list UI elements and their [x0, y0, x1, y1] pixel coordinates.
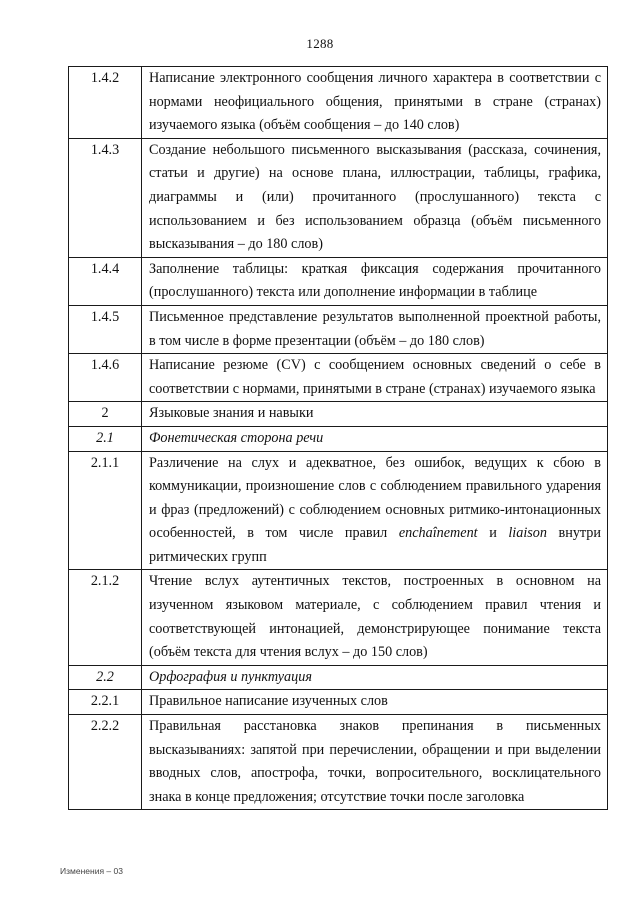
curriculum-table-body [69, 67, 608, 810]
table-row [69, 426, 608, 451]
item-description-text [149, 70, 601, 133]
item-description-text [149, 357, 601, 397]
item-description [142, 257, 608, 305]
item-code: 2.1.1 [69, 451, 142, 570]
table-row [69, 257, 608, 305]
item-description-text [149, 405, 313, 421]
table-row [69, 451, 608, 570]
item-code: 2 [69, 402, 142, 427]
item-description [142, 570, 608, 665]
item-description-text [149, 455, 601, 565]
item-code: 2.1.2 [69, 570, 142, 665]
item-description [142, 305, 608, 353]
item-description-text [149, 718, 601, 805]
text-run: и [477, 525, 509, 542]
table-row [69, 715, 608, 810]
text-run: Фонетическая сторона речи [149, 429, 324, 446]
item-description [142, 402, 608, 427]
item-code: 1.4.2 [69, 67, 142, 139]
curriculum-table [68, 66, 608, 810]
italic-term: liaison [508, 525, 547, 542]
item-code: 1.4.3 [69, 138, 142, 257]
text-run: Различение на слух и адекватное, без ошибок, ведущих к сбою в коммуникации, произношение слов с соблюдением правильного ударения и фраз (предложений) с соблюдением основных ритмико-интонационных особенностей, в том числе правил [149, 454, 601, 542]
revision-footer: Изменения – 03 [60, 866, 123, 876]
item-description-text [149, 309, 601, 349]
item-description-text [149, 142, 601, 252]
text-run: Правильное написание изученных слов [149, 693, 388, 710]
item-description [142, 354, 608, 402]
table-row [69, 402, 608, 427]
table-row [69, 305, 608, 353]
text-run: Письменное представление результатов выполненной проектной работы, в том числе в форме презентации (объём – до 180 слов) [149, 308, 601, 349]
item-description-text [149, 430, 323, 446]
table-row [69, 690, 608, 715]
text-run: Заполнение таблицы: краткая фиксация содержания прочитанного (прослушанного) текста или дополнение информации в таблице [149, 260, 601, 301]
italic-term: enchaînement [398, 525, 478, 542]
item-description [142, 67, 608, 139]
table-row [69, 67, 608, 139]
item-description-text [149, 261, 601, 301]
item-description [142, 451, 608, 570]
item-description-text [149, 573, 601, 660]
table-row [69, 570, 608, 665]
item-description [142, 690, 608, 715]
table-row [69, 138, 608, 257]
item-code: 2.1 [69, 426, 142, 451]
text-run: Чтение вслух аутентичных текстов, построенных в основном на изученном языковом материале, с соблюдением правил чтения и соответствующей интонацией, демонстрирующее понимание текста (объём текста для чтения вслух – до 150 слов) [149, 573, 601, 661]
table-row [69, 665, 608, 690]
text-run: Написание электронного сообщения личного характера в соответствии с нормами неофициального общения, принятыми в стране (странах) изучаемого языка (объём сообщения – до 140 слов) [149, 70, 601, 134]
item-description-text [149, 693, 388, 709]
table-row [69, 354, 608, 402]
item-description-text [149, 669, 312, 685]
item-description [142, 715, 608, 810]
text-run: внутри ритмических групп [149, 525, 601, 565]
text-run: Написание резюме (CV) с сообщением основных сведений о себе в соответствии с нормами, принятыми в стране (странах) изучаемого языка [149, 357, 601, 397]
item-code: 2.2.1 [69, 690, 142, 715]
text-run: Создание небольшого письменного высказывания (рассказа, сочинения, статьи и другие) на основе плана, иллюстрации, таблицы, графика, диаграммы и (или) прочитанного (прослушанного) текста с использованием и без использованием образца (объём письменного высказывания – до 180 слов) [149, 141, 601, 253]
item-code: 1.4.6 [69, 354, 142, 402]
item-code: 1.4.4 [69, 257, 142, 305]
item-description [142, 665, 608, 690]
text-run: Орфография и пунктуация [149, 668, 312, 685]
item-code: 1.4.5 [69, 305, 142, 353]
text-run: Правильная расстановка знаков препинания в письменных высказываниях: запятой при перечислении, обращении и при выделении вводных слов, апострофа, точки, вопросительного, восклицательного знака в конце предложения; отсутствие точки после заголовка [149, 718, 601, 805]
item-code: 2.2.2 [69, 715, 142, 810]
item-description [142, 138, 608, 257]
text-run: Языковые знания и навыки [149, 405, 314, 422]
item-code: 2.2 [69, 665, 142, 690]
item-description [142, 426, 608, 451]
page-number: 1288 [306, 36, 334, 51]
